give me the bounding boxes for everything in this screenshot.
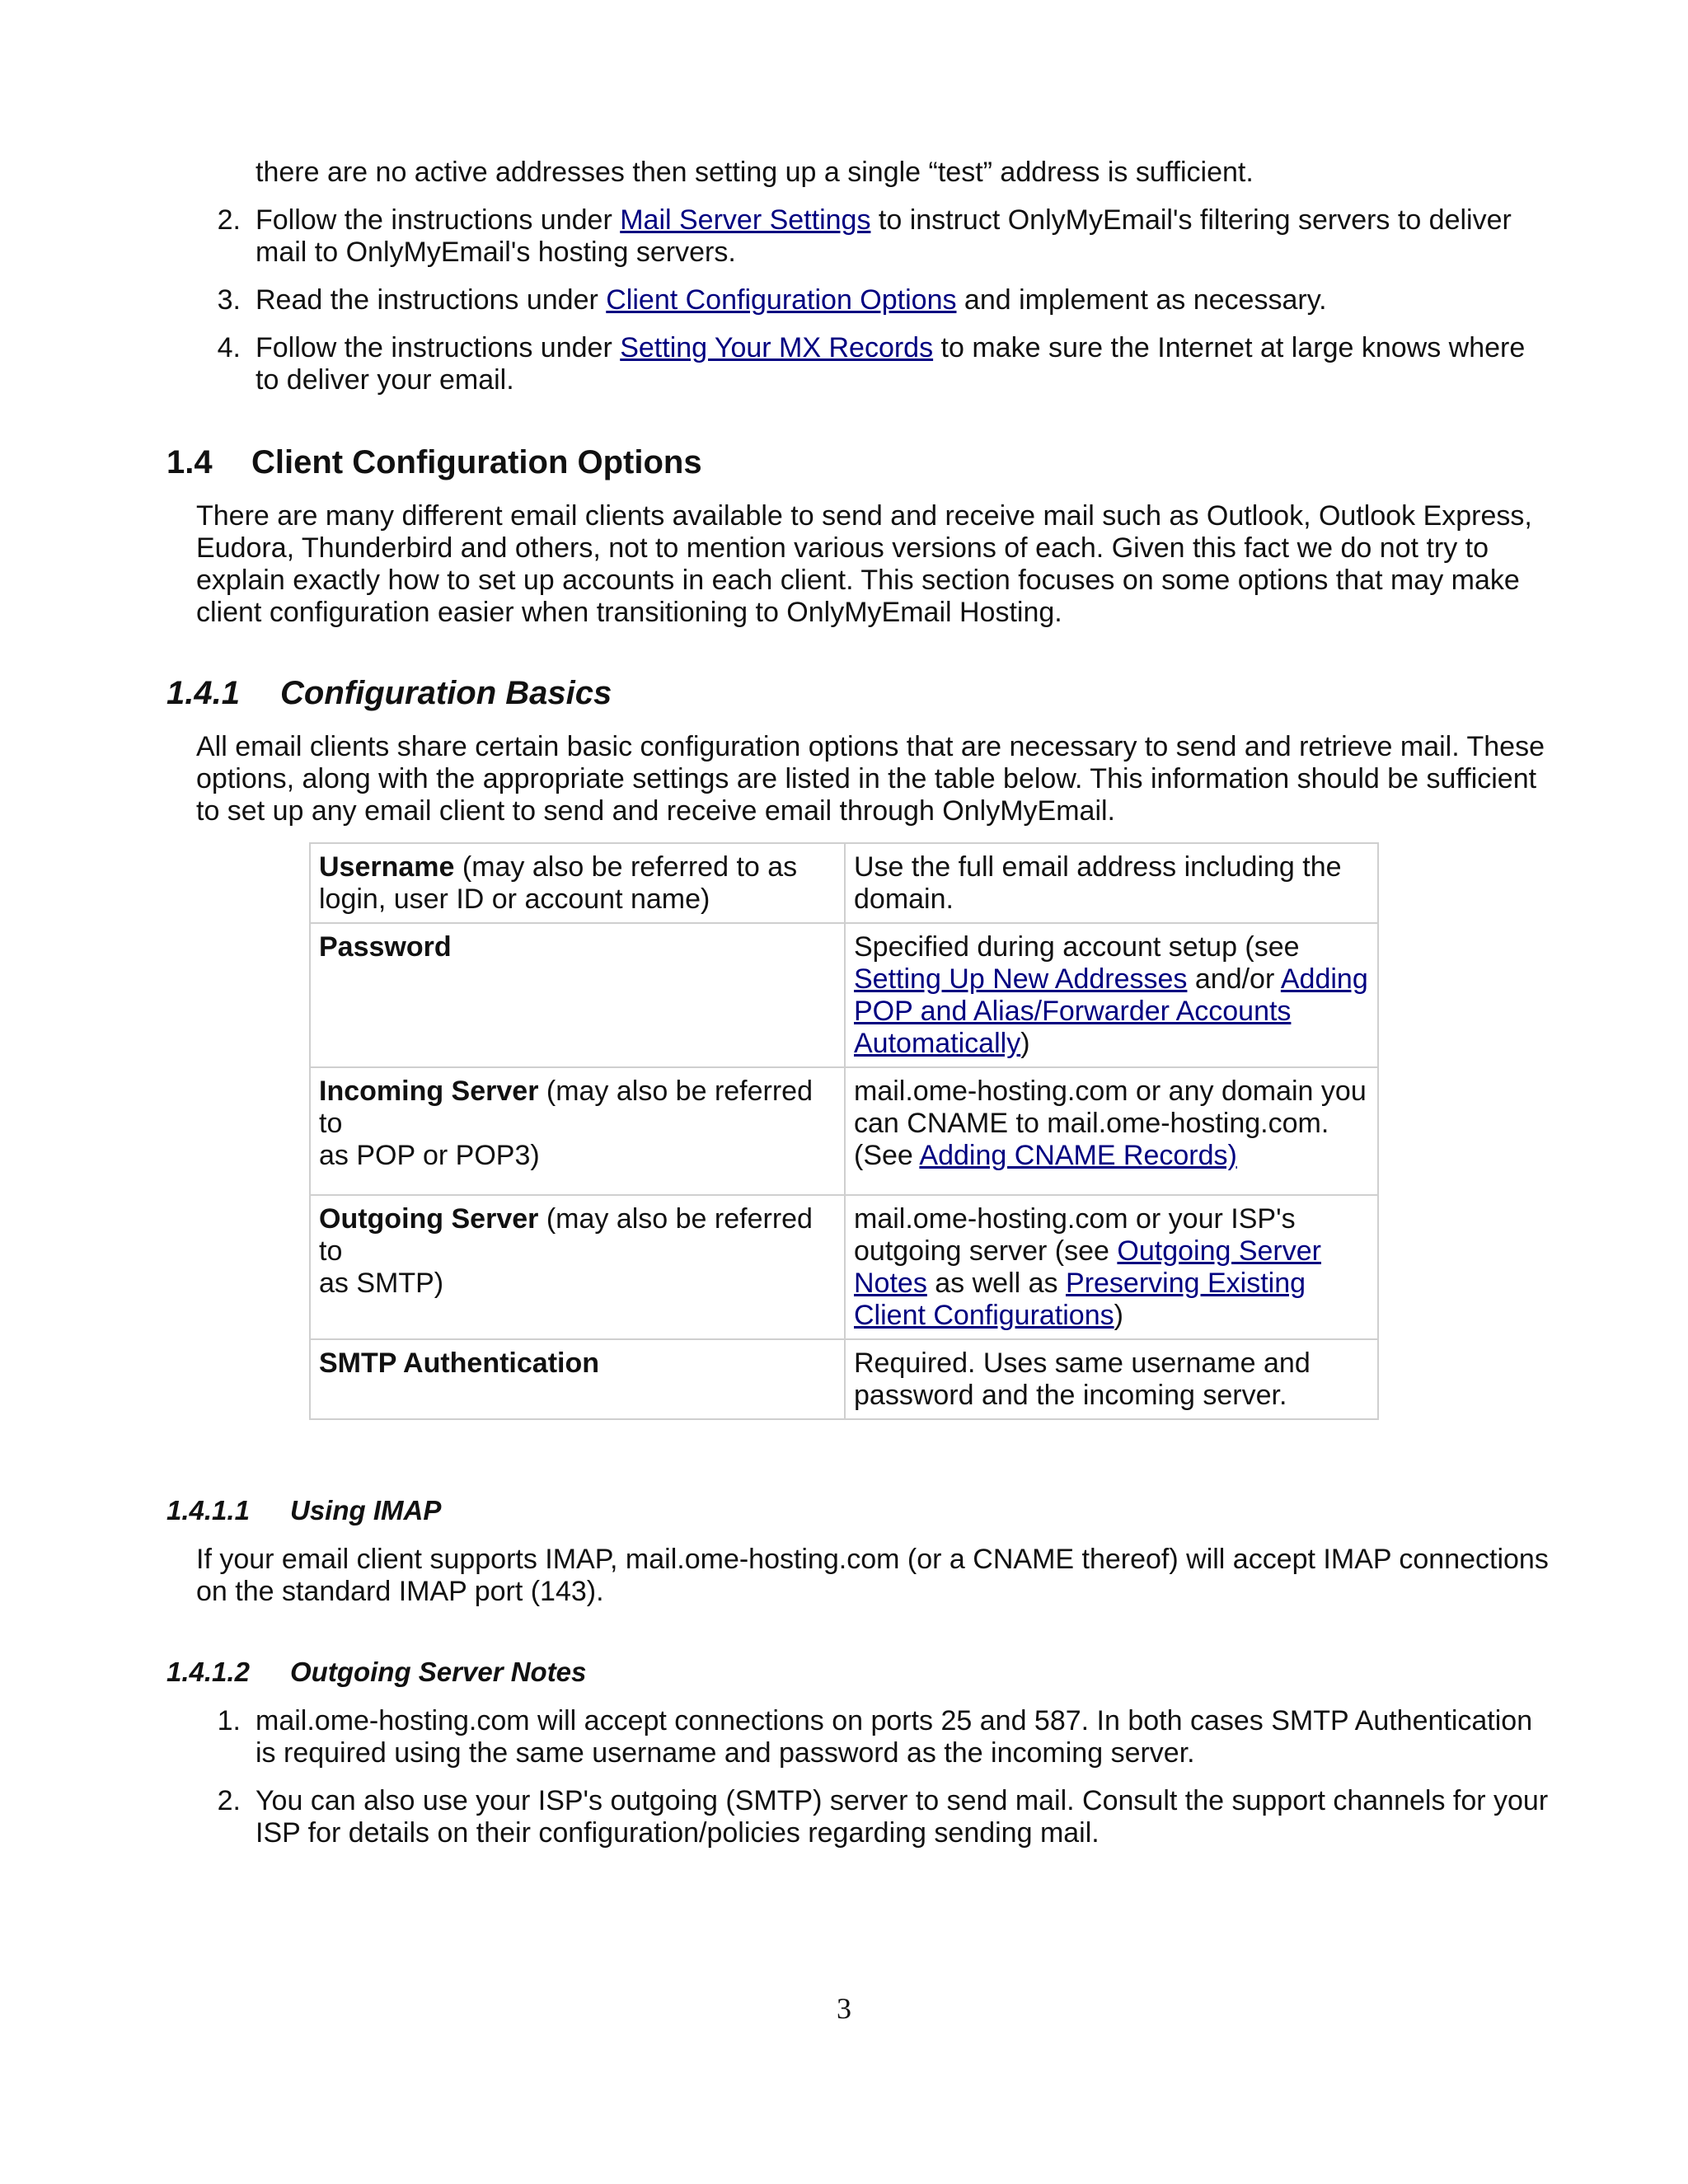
table-cell-label: Password <box>310 923 845 1067</box>
link-client-configuration-options[interactable]: Client Configuration Options <box>606 284 957 316</box>
list-text: mail.ome-hosting.com will accept connections on ports 25 and 587. In both cases SMTP Authentication <box>256 1705 1533 1736</box>
paragraph-line: options, along with the appropriate settings are listed in the table below. This information should be sufficient <box>196 763 1537 794</box>
section-number: 1.4.1.2 <box>166 1657 250 1687</box>
subsubsection-heading <box>166 1657 586 1688</box>
list-text: to instruct OnlyMyEmail's filtering servers to deliver <box>870 204 1512 236</box>
table-cell-value: Use the full email address including the domain. <box>845 843 1378 923</box>
list-number: 2. <box>217 204 241 236</box>
section-title: Outgoing Server Notes <box>290 1657 587 1687</box>
section-title: Using IMAP <box>290 1495 442 1526</box>
section-number: 1.4.1.1 <box>166 1495 250 1526</box>
table-cell-label: Outgoing Server (may also be referred to as SMTP) <box>310 1195 845 1339</box>
table-cell-value: mail.ome-hosting.com or any domain you can CNAME to mail.ome-hosting.com. (See Adding CNAME Records) <box>845 1067 1378 1195</box>
list-number: 4. <box>217 332 241 363</box>
paragraph <box>196 500 1532 629</box>
paragraph <box>196 731 1545 827</box>
paragraph-line: explain exactly how to set up accounts in each client. This section focuses on some options that may make <box>196 565 1520 596</box>
paragraph <box>196 1544 1549 1608</box>
section-number: 1.4 <box>166 444 213 480</box>
table-row <box>310 1339 1378 1419</box>
link-adding-pop-accounts[interactable]: POP and Alias/Forwarder Accounts <box>854 996 1292 1027</box>
list-text: Follow the instructions under <box>256 332 621 363</box>
paragraph-line: All email clients share certain basic configuration options that are necessary to send and retrieve mail. These <box>196 731 1545 762</box>
subsubsection-heading <box>166 1495 441 1526</box>
link-adding-pop-accounts[interactable]: Adding <box>1280 963 1368 995</box>
paragraph-line: If your email client supports IMAP, mail.ome-hosting.com (or a CNAME thereof) will accept IMAP connections <box>196 1544 1549 1575</box>
table-cell-value: Required. Uses same username and password and the incoming server. <box>845 1339 1378 1419</box>
list-number: 1. <box>217 1705 241 1736</box>
table-cell-value: Specified during account setup (see Setting Up New Addresses and/or Adding POP and Alias/Forwarder Accounts Automatically) <box>845 923 1378 1067</box>
table-cell-label: Incoming Server (may also be referred to as POP or POP3) <box>310 1067 845 1195</box>
section-heading <box>166 443 702 481</box>
table-row <box>310 843 1378 923</box>
configuration-table <box>309 842 1379 1420</box>
table-cell-label: Username (may also be referred to as login, user ID or account name) <box>310 843 845 923</box>
link-outgoing-server-notes[interactable]: Notes <box>854 1268 927 1299</box>
list-text: ISP for details on their configuration/policies regarding sending mail. <box>256 1817 1100 1849</box>
list-item-continuation: there are no active addresses then setting up a single “test” address is sufficient. <box>256 157 1254 188</box>
list-text: Read the instructions under <box>256 284 607 316</box>
link-preserving-existing-client-configurations[interactable]: Preserving Existing <box>1066 1268 1306 1299</box>
list-text: and implement as necessary. <box>956 284 1327 316</box>
link-preserving-existing-client-configurations[interactable]: Client Configurations <box>854 1300 1114 1331</box>
list-text: to deliver your email. <box>256 364 514 396</box>
link-setting-up-new-addresses[interactable]: Setting Up New Addresses <box>854 963 1188 995</box>
paragraph-line: on the standard IMAP port (143). <box>196 1576 604 1607</box>
paragraph-line: to set up any email client to send and receive email through OnlyMyEmail. <box>196 795 1115 827</box>
section-title: Client Configuration Options <box>251 444 702 480</box>
list-text: You can also use your ISP's outgoing (SMTP) server to send mail. Consult the support channels for your <box>256 1785 1549 1816</box>
list-number: 3. <box>217 284 241 316</box>
table-row <box>310 1067 1378 1195</box>
table-row <box>310 923 1378 1067</box>
section-number: 1.4.1 <box>166 675 240 711</box>
page-number: 3 <box>837 1992 851 2025</box>
list-text: to make sure the Internet at large knows where <box>933 332 1526 363</box>
table-cell-label: SMTP Authentication <box>310 1339 845 1419</box>
list-text: mail to OnlyMyEmail's hosting servers. <box>256 237 736 268</box>
subsection-heading <box>166 674 612 712</box>
paragraph-line: client configuration easier when transitioning to OnlyMyEmail Hosting. <box>196 597 1062 628</box>
link-setting-your-mx-records[interactable]: Setting Your MX Records <box>620 332 934 363</box>
table-row <box>310 1195 1378 1339</box>
list-text: is required using the same username and password as the incoming server. <box>256 1737 1195 1769</box>
link-adding-pop-accounts[interactable]: Automatically <box>854 1028 1021 1059</box>
table-cell-value: mail.ome-hosting.com or your ISP's outgoing server (see Outgoing Server Notes as well as Preserving Existing Client Configurations) <box>845 1195 1378 1339</box>
list-number: 2. <box>217 1785 241 1816</box>
paragraph-line: Eudora, Thunderbird and others, not to mention various versions of each. Given this fact we do not try to <box>196 532 1489 564</box>
section-title: Configuration Basics <box>280 675 612 711</box>
list-text: Follow the instructions under <box>256 204 621 236</box>
link-mail-server-settings[interactable]: Mail Server Settings <box>620 204 871 236</box>
link-adding-cname-records[interactable]: Adding CNAME Records) <box>919 1140 1237 1171</box>
paragraph-line: There are many different email clients available to send and receive mail such as Outlook, Outlook Express, <box>196 500 1532 532</box>
link-outgoing-server-notes[interactable]: Outgoing Server <box>1117 1235 1321 1267</box>
